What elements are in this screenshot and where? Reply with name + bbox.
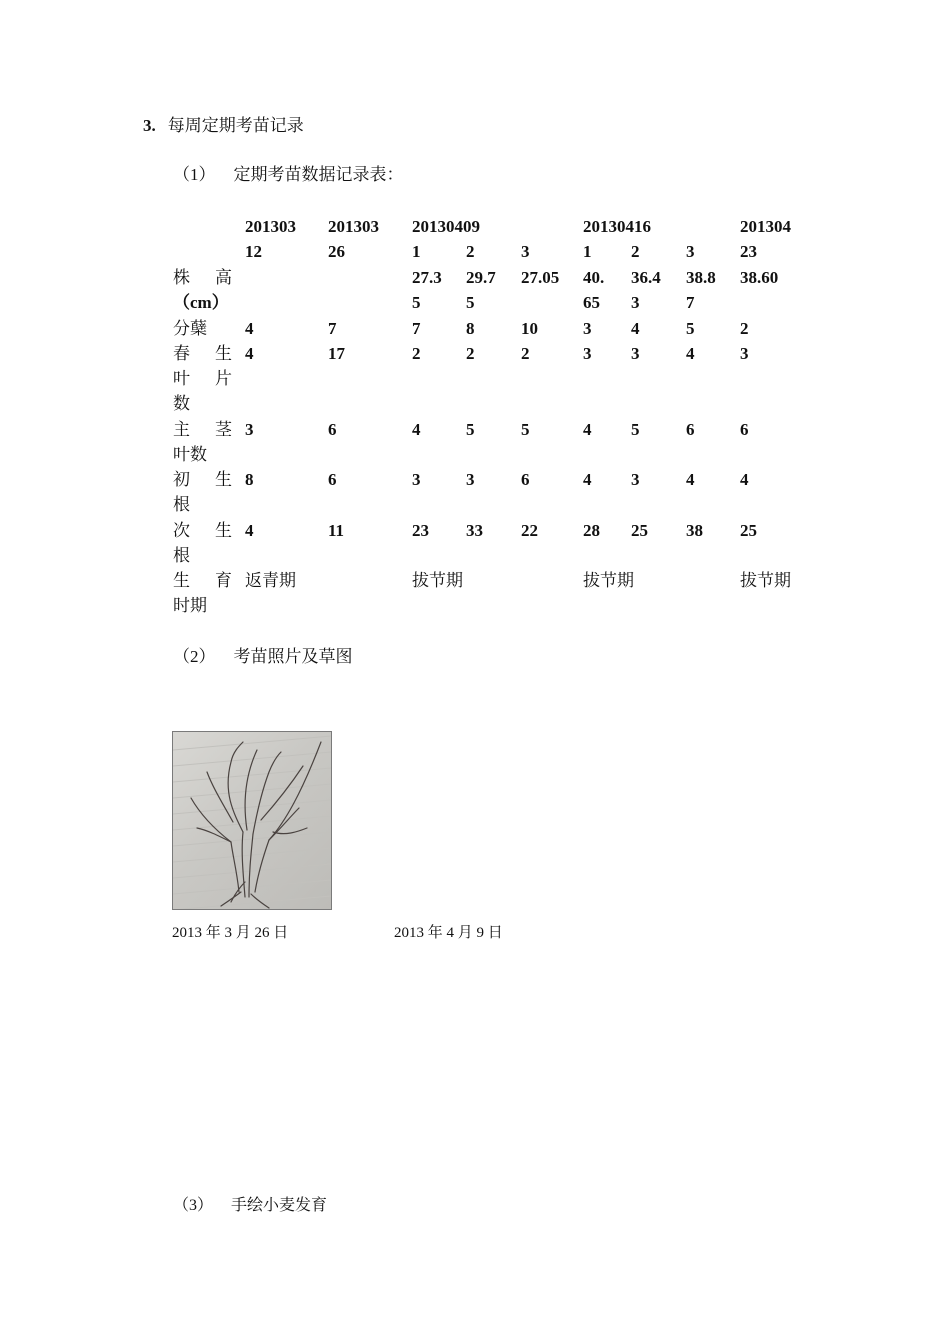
row-label: 育 bbox=[215, 571, 232, 590]
row-label: 根 bbox=[173, 546, 190, 565]
row-label: 生 bbox=[215, 521, 232, 540]
subsection-2-title: 考苗照片及草图 bbox=[233, 647, 353, 666]
section-heading bbox=[143, 114, 304, 138]
table-cell: 40. bbox=[583, 268, 605, 287]
header-sub-1: 1 bbox=[583, 242, 592, 261]
table-cell: 28 bbox=[583, 521, 600, 540]
row-label: 数 bbox=[173, 394, 190, 413]
table-cell: 7 bbox=[412, 319, 421, 338]
row-label: 生 bbox=[215, 344, 232, 363]
table-cell: 23 bbox=[412, 521, 429, 540]
table-cell: 2 bbox=[740, 319, 749, 338]
subsection-1-title: 定期考苗数据记录表： bbox=[233, 165, 404, 184]
subsection-3-heading bbox=[173, 1194, 327, 1218]
table-cell: 5 bbox=[521, 420, 530, 439]
table-cell: 5 bbox=[412, 293, 421, 312]
subsection-3-number: （3） bbox=[173, 1197, 214, 1214]
table-cell: 5 bbox=[631, 420, 640, 439]
row-label: 叶 bbox=[173, 369, 190, 388]
photo-caption-2: 2013 年 4 月 9 日 bbox=[394, 925, 503, 941]
table-cell: 3 bbox=[631, 344, 640, 363]
header-date-5-line2: 23 bbox=[740, 242, 757, 261]
table-cell: 8 bbox=[466, 319, 475, 338]
row-label: （cm） bbox=[173, 293, 229, 312]
row-label: 高 bbox=[215, 268, 232, 287]
header-sub-3: 3 bbox=[521, 242, 530, 261]
table-cell: 4 bbox=[245, 521, 254, 540]
table-cell: 5 bbox=[686, 319, 695, 338]
table-cell: 3 bbox=[583, 344, 592, 363]
table-cell: 11 bbox=[328, 521, 345, 540]
table-cell: 29.7 bbox=[466, 268, 496, 287]
subsection-2-number: （2） bbox=[173, 647, 216, 666]
table-cell: 65 bbox=[583, 293, 600, 312]
table-cell: 17 bbox=[328, 344, 345, 363]
row-label: 分蘖 bbox=[173, 319, 207, 338]
row-label: 次 bbox=[173, 521, 190, 540]
row-label: 生 bbox=[173, 571, 190, 590]
header-date-1-line2: 12 bbox=[245, 242, 262, 261]
row-label: 片 bbox=[215, 369, 232, 388]
header-sub-2: 2 bbox=[466, 242, 475, 261]
row-label: 生 bbox=[215, 470, 232, 489]
table-cell: 6 bbox=[521, 470, 530, 489]
row-label: 茎 bbox=[215, 420, 232, 439]
table-cell: 4 bbox=[583, 470, 592, 489]
row-label: 时期 bbox=[173, 596, 207, 615]
row-label: 主 bbox=[173, 420, 190, 439]
subsection-3-title: 手绘小麦发育 bbox=[231, 1197, 328, 1214]
table-cell: 25 bbox=[740, 521, 757, 540]
growth-stage-cell: 返青期 bbox=[245, 571, 296, 590]
section-number: 3. bbox=[143, 116, 156, 135]
table-cell: 10 bbox=[521, 319, 538, 338]
table-cell: 3 bbox=[412, 470, 421, 489]
table-cell: 3 bbox=[466, 470, 475, 489]
row-label: 初 bbox=[173, 470, 190, 489]
table-cell: 6 bbox=[328, 420, 337, 439]
header-date-4: 20130416 bbox=[583, 217, 651, 236]
table-cell: 36.4 bbox=[631, 268, 661, 287]
growth-stage-cell: 拔节期 bbox=[412, 571, 463, 590]
table-cell: 5 bbox=[466, 420, 475, 439]
header-date-3: 20130409 bbox=[412, 217, 480, 236]
row-label: 根 bbox=[173, 495, 190, 514]
table-cell: 4 bbox=[245, 344, 254, 363]
table-cell: 3 bbox=[631, 470, 640, 489]
table-cell: 3 bbox=[740, 344, 749, 363]
growth-stage-cell: 拔节期 bbox=[583, 571, 634, 590]
growth-stage-cell: 拔节期 bbox=[740, 571, 791, 590]
table-cell: 3 bbox=[631, 293, 640, 312]
header-date-5-line1: 201304 bbox=[740, 217, 791, 236]
table-cell: 7 bbox=[686, 293, 695, 312]
table-cell: 27.05 bbox=[521, 268, 560, 287]
header-sub-1: 1 bbox=[412, 242, 421, 261]
table-cell: 3 bbox=[583, 319, 592, 338]
table-cell: 6 bbox=[686, 420, 695, 439]
table-cell: 4 bbox=[631, 319, 640, 338]
table-cell: 2 bbox=[521, 344, 530, 363]
header-date-1-line1: 201303 bbox=[245, 217, 296, 236]
table-cell: 38.60 bbox=[740, 268, 779, 287]
table-cell: 4 bbox=[245, 319, 254, 338]
table-cell: 4 bbox=[686, 344, 695, 363]
table-cell: 4 bbox=[740, 470, 749, 489]
table-cell: 4 bbox=[412, 420, 421, 439]
table-cell: 38.8 bbox=[686, 268, 716, 287]
table-cell: 6 bbox=[740, 420, 749, 439]
header-sub-3: 3 bbox=[686, 242, 695, 261]
row-label: 株 bbox=[173, 268, 190, 287]
table-cell: 25 bbox=[631, 521, 648, 540]
header-sub-2: 2 bbox=[631, 242, 640, 261]
table-cell: 38 bbox=[686, 521, 703, 540]
table-cell: 6 bbox=[328, 470, 337, 489]
header-date-2-line1: 201303 bbox=[328, 217, 379, 236]
subsection-1-heading bbox=[173, 163, 404, 187]
table-cell: 5 bbox=[466, 293, 475, 312]
subsection-2-heading bbox=[173, 645, 353, 669]
table-cell: 7 bbox=[328, 319, 337, 338]
header-date-2-line2: 26 bbox=[328, 242, 345, 261]
table-cell: 2 bbox=[466, 344, 475, 363]
table-cell: 27.3 bbox=[412, 268, 442, 287]
table-cell: 4 bbox=[583, 420, 592, 439]
table-cell: 3 bbox=[245, 420, 254, 439]
section-title: 每周定期考苗记录 bbox=[167, 116, 304, 135]
wheat-sketch-icon bbox=[173, 732, 331, 909]
table-cell: 4 bbox=[686, 470, 695, 489]
table-cell: 8 bbox=[245, 470, 254, 489]
subsection-1-number: （1） bbox=[173, 165, 216, 184]
table-cell: 33 bbox=[466, 521, 483, 540]
row-label: 叶数 bbox=[173, 445, 207, 464]
table-cell: 2 bbox=[412, 344, 421, 363]
photo-caption-1: 2013 年 3 月 26 日 bbox=[172, 925, 289, 941]
table-cell: 22 bbox=[521, 521, 538, 540]
row-label: 春 bbox=[173, 344, 190, 363]
wheat-sketch-photo bbox=[172, 731, 332, 910]
